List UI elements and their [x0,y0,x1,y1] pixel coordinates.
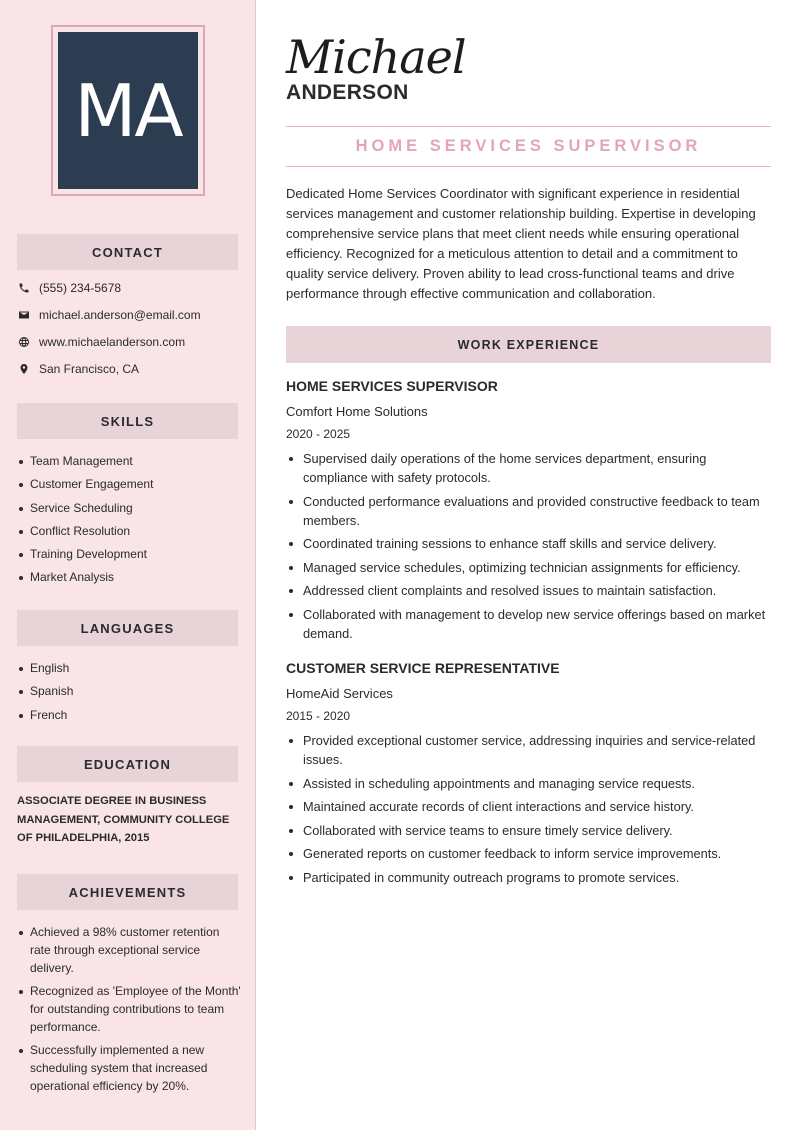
list-item: Assisted in scheduling appointments and managing service requests. [286,774,771,793]
job-bullets [286,731,771,887]
list-item: Coordinated training sessions to enhance staff skills and service delivery. [286,534,771,553]
divider [286,126,771,127]
contact-heading: CONTACT [17,234,238,270]
list-item: Spanish [17,680,242,703]
job-entry [286,378,771,647]
work-experience-heading: WORK EXPERIENCE [286,326,771,363]
list-item: Collaborated with management to develop new service offerings based on market demand. [286,605,771,643]
list-item: Maintained accurate records of client interactions and service history. [286,797,771,816]
list-item: Conducted performance evaluations and provided constructive feedback to team members. [286,492,771,530]
last-name: ANDERSON [286,81,409,104]
list-item: Successfully implemented a new scheduling system that increased operational efficiency by 20%. [17,1041,242,1095]
list-item: Training Development [17,543,242,566]
job-dates: 2020 - 2025 [286,427,351,441]
achievements-heading: ACHIEVEMENTS [17,874,238,910]
divider [286,166,771,167]
phone-icon [17,281,31,295]
phone-text: (555) 234-5678 [39,281,122,295]
list-item: Participated in community outreach programs to promote services. [286,868,771,887]
job-entry [286,660,771,891]
email-text[interactable]: michael.anderson@email.com [39,308,201,322]
job-company: Comfort Home Solutions [286,404,428,419]
skills-heading: SKILLS [17,403,238,439]
job-role: CUSTOMER SERVICE REPRESENTATIVE [286,660,560,676]
list-item: Supervised daily operations of the home services department, ensuring compliance with safety protocols. [286,449,771,487]
globe-icon [17,335,31,349]
list-item: French [17,704,242,727]
list-item: Provided exceptional customer service, addressing inquiries and service-related issues. [286,731,771,769]
profile-summary: Dedicated Home Services Coordinator with significant experience in residential services management and customer relationship building. Expertise in developing comprehensive service plans that meet client needs while ensuring operational efficiency. Recognized for a meticulous attention to detail and a commitment to quality service delivery. Proven ability to lead cross-functional teams and drive performance through effective communication and collaboration. [286,186,756,301]
list-item: Service Scheduling [17,497,242,520]
list-item: English [17,657,242,680]
website-text[interactable]: www.michaelanderson.com [39,335,186,349]
languages-list [17,657,242,727]
contact-email [17,306,201,324]
list-item: Collaborated with service teams to ensure timely service delivery. [286,821,771,840]
first-name: Michael [286,30,466,84]
list-item: Achieved a 98% customer retention rate through exceptional service delivery. [17,923,242,977]
achievements-list [17,923,242,1100]
list-item: Team Management [17,450,242,473]
job-company: HomeAid Services [286,686,393,701]
location-pin-icon [17,362,31,376]
monogram: MA [58,32,198,189]
list-item: Addressed client complaints and resolved issues to maintain satisfaction. [286,581,771,600]
job-bullets [286,449,771,643]
list-item: Conflict Resolution [17,520,242,543]
contact-location [17,360,139,378]
job-dates: 2015 - 2020 [286,709,351,723]
list-item: Market Analysis [17,566,242,589]
sidebar [0,0,256,1130]
skills-list [17,450,242,590]
contact-phone [17,279,121,297]
list-item: Recognized as 'Employee of the Month' for outstanding contributions to team performance. [17,982,242,1036]
list-item: Customer Engagement [17,473,242,496]
job-title: HOME SERVICES SUPERVISOR [355,137,702,155]
job-role: HOME SERVICES SUPERVISOR [286,378,498,394]
list-item: Managed service schedules, optimizing technician assignments for efficiency. [286,558,771,577]
list-item: Generated reports on customer feedback to inform service improvements. [286,844,771,863]
email-icon [17,308,31,322]
languages-heading: LANGUAGES [17,610,238,646]
location-text: San Francisco, CA [39,362,140,376]
monogram-frame [51,25,205,196]
contact-website [17,333,185,351]
education-entry: ASSOCIATE DEGREE IN BUSINESS MANAGEMENT, COMMUNITY COLLEGE OF PHILADELPHIA, 2015 [17,795,230,844]
education-heading: EDUCATION [17,746,238,782]
